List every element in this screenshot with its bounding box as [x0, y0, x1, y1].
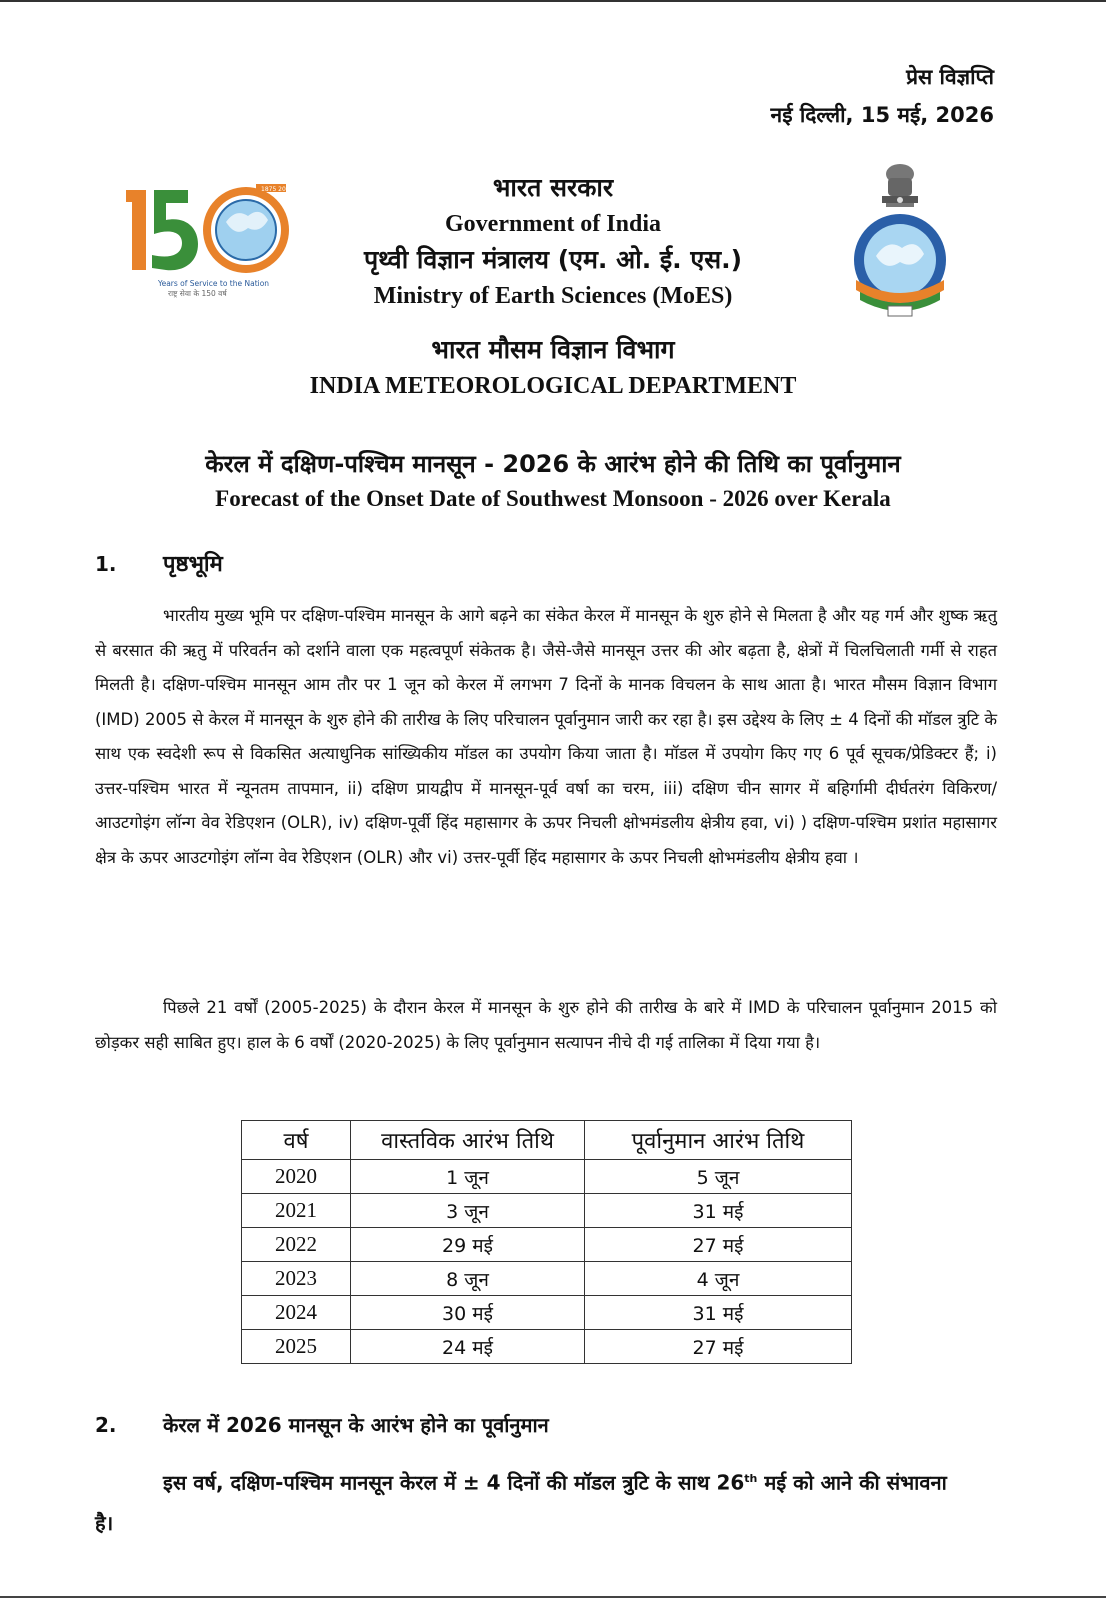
table-cell-year: 2023 [242, 1262, 351, 1296]
gov-title-hindi: भारत सरकार [492, 173, 614, 202]
table-cell-actual: 24 मई [351, 1330, 585, 1364]
press-release-label: प्रेस विज्ञप्ति [906, 65, 994, 89]
section-1-title: पृष्ठभूमि [163, 552, 223, 577]
table-cell-year: 2021 [242, 1194, 351, 1228]
title-english: Forecast of the Onset Date of Southwest Monsoon - 2026 over Kerala [215, 486, 891, 511]
table-header-actual: वास्तविक आरंभ तिथि [351, 1121, 585, 1160]
table-cell-year: 2022 [242, 1228, 351, 1262]
forecast-statement [95, 1459, 965, 1543]
background-paragraph-1: भारतीय मुख्य भूमि पर दक्षिण-पश्चिम मानसून के आगे बढ़ने का संकेत केरल में मानसून के शुरु होने से मिलता है और यह गर्म और शुष्क ऋतु से बरसात की ऋतु में परिवर्तन को दर्शाने वाला एक महत्वपूर्ण संकेतक है। जैसे-जैसे मानसून उत्तर की ओर बढ़ता है, क्षेत्रों में चिलचिलाती गर्मी से राहत मिलती है। दक्षिण-पश्चिम मानसून आम तौर पर 1 जून को केरल में लगभग 7 दिनों के मानक विचलन के साथ आता है। भारत मौसम विज्ञान विभाग (IMD) 2005 से केरल में मानसून के शुरु होने की तारीख के लिए परिचालन पूर्वानुमान जारी कर रहा है। इस उद्देश्य के लिए ± 4 दिनों की मॉडल त्रुटि के साथ एक स्वदेशी रूप से विकसित अत्याधुनिक सांख्यिकीय मॉडल का उपयोग किया जाता है। मॉडल में उपयोग किए गए 6 पूर्व सूचक/प्रेडिक्टर हैं; i) उत्तर-पश्चिम भारत में न्यूनतम तापमान, ii) दक्षिण प्रायद्वीप में मानसून-पूर्व वर्षा का चरम, iii) दक्षिण चीन सागर में बहिर्गामी दीर्घतरंग विकिरण/आउटगोइंग लॉन्ग वेव रेडिएशन (OLR), iv) दक्षिण-पूर्वी हिंद महासागर के ऊपर निचली क्षोभमंडलीय क्षेत्रीय हवा, vi) ) दक्षिण-पश्चिम प्रशांत महासागर क्षेत्र के ऊपर आउटगोइंग लॉन्ग वेव रेडिएशन (OLR) और vi) उत्तर-पूर्वी हिंद महासागर के ऊपर निचली क्षोभमंडलीय क्षेत्रीय हवा । [95, 606, 997, 867]
table-row [242, 1296, 852, 1330]
press-info [771, 58, 994, 134]
table-cell-forecast: 27 मई [585, 1228, 852, 1262]
place-date: नई दिल्ली, 15 मई, 2026 [770, 103, 994, 127]
title-hindi: केरल में दक्षिण-पश्चिम मानसून - 2026 के आरंभ होने की तिथि का पूर्वानुमान [205, 450, 901, 478]
table-cell-forecast: 27 मई [585, 1330, 852, 1364]
table-cell-actual: 3 जून [351, 1194, 585, 1228]
table-row [242, 1194, 852, 1228]
logo-tagline-en: Years of Service to the Nation [158, 279, 270, 288]
section-2-number: 2. [95, 1413, 117, 1437]
logo-years-text: 1875 2025 [261, 186, 294, 193]
section-2-title: केरल में 2026 मानसून के आरंभ होने का पूर्वानुमान [163, 1413, 549, 1437]
gov-title-english: Government of India [445, 211, 661, 237]
table-row [242, 1262, 852, 1296]
table-row [242, 1330, 852, 1364]
table-cell-forecast: 31 मई [585, 1194, 852, 1228]
section-2-heading [95, 1411, 549, 1438]
forecast-text-after: मई को आने की संभावना है। [95, 1470, 947, 1535]
bottom-divider [0, 1596, 1106, 1598]
table-cell-actual: 29 मई [351, 1228, 585, 1262]
letterhead [0, 170, 1106, 404]
forecast-verification-table [241, 1120, 852, 1364]
table-cell-year: 2025 [242, 1330, 351, 1364]
table-header-forecast: पूर्वानुमान आरंभ तिथि [585, 1121, 852, 1160]
document-title [0, 446, 1106, 516]
table-cell-forecast: 5 जून [585, 1160, 852, 1194]
forecast-text-before: इस वर्ष, दक्षिण-पश्चिम मानसून केरल में ± 4 दिनों की मॉडल त्रुटि के साथ 26 [163, 1470, 745, 1495]
table-header-row [242, 1121, 852, 1160]
ministry-english: Ministry of Earth Sciences (MoES) [373, 283, 733, 309]
table-cell-forecast: 31 मई [585, 1296, 852, 1330]
ministry-hindi: पृथ्वी विज्ञान मंत्रालय (एम. ओ. ई. एस.) [363, 245, 743, 274]
table-cell-actual: 1 जून [351, 1160, 585, 1194]
table-cell-actual: 30 मई [351, 1296, 585, 1330]
dept-hindi: भारत मौसम विज्ञान विभाग [431, 335, 675, 364]
background-paragraph-2: पिछले 21 वर्षों (2005-2025) के दौरान केरल में मानसून के शुरु होने की तारीख के बारे में IMD के परिचालन पूर्वानुमान 2015 को छोड़कर सही साबित हुए। हाल के 6 वर्षों (2020-2025) के लिए पूर्वानुमान सत्यापन नीचे दी गई तालिका में दिया गया है। [95, 998, 997, 1052]
table-row [242, 1160, 852, 1194]
table-cell-forecast: 4 जून [585, 1262, 852, 1296]
table-cell-year: 2020 [242, 1160, 351, 1194]
table-cell-actual: 8 जून [351, 1262, 585, 1296]
press-release-page [0, 2, 1106, 1602]
section-1-number: 1. [95, 552, 117, 576]
table-cell-year: 2024 [242, 1296, 351, 1330]
dept-english: INDIA METEOROLOGICAL DEPARTMENT [309, 373, 797, 399]
table-row [242, 1228, 852, 1262]
table-header-year: वर्ष [242, 1121, 351, 1160]
logo-tagline-hi: राष्ट्र सेवा के 150 वर्ष [168, 289, 227, 298]
section-1-heading [95, 548, 223, 578]
forecast-date-suffix: th [744, 1472, 758, 1485]
